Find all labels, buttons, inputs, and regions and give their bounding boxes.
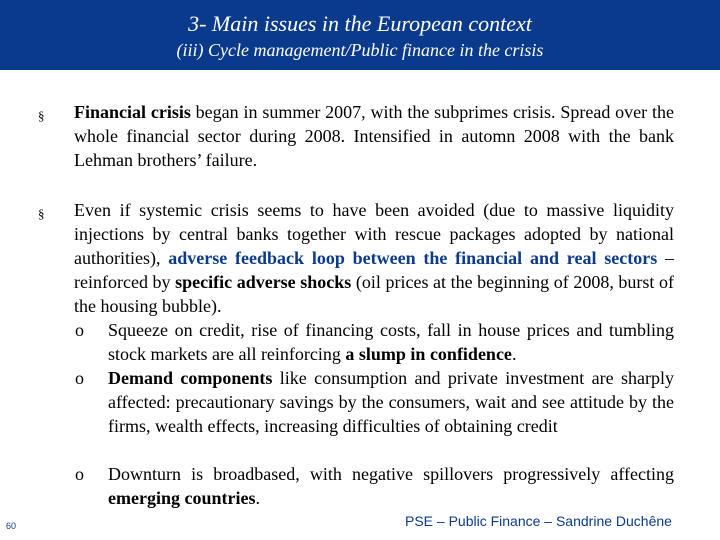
bullet-systemic-crisis [74,198,674,318]
sub-item-downturn [108,462,674,510]
highlight-term: adverse feedback loop between the financial and real sectors [168,248,658,268]
bold-term: a slump in confidence [345,344,512,364]
slide-title: 3- Main issues in the European context [188,11,532,36]
bold-term: Demand components [108,368,273,388]
bullet-text: (oil prices at the beginning of 2008, burst of the housing bubble). [74,272,675,316]
sub-text: Squeeze on credit, rise of financing costs, fall in house prices and tumbling stock markets are all reinforcing [108,320,674,364]
sub-bullet-marker: o [75,368,84,388]
sub-text: Downturn is broadbased, with negative spillovers progressively affecting [108,464,674,484]
sub-bullet-marker: o [75,320,84,340]
bold-term: emerging countries [108,488,256,508]
sub-text: like consumption and private investment are sharply affected: precautionary savings by the consumers, wait and see attitude by the firms, wealth effects, increasing difficulties of obtaining credit [108,368,675,436]
bullet-financial-crisis [74,100,674,172]
bullet-marker: § [38,206,45,221]
footer-text: PSE – Public Finance – Sandrine Duchêne [405,513,672,529]
bullet-marker: § [38,108,45,123]
sub-bullet-marker: o [75,464,84,484]
bullet-text: began in summer 2007, with the subprimes crisis. Spread over the whole financial sector during 2008. Intensified in automn 2008 with the bank Lehman brothers’ failure. [74,102,674,170]
bold-term: specific adverse shocks [175,272,352,292]
sub-text: . [255,488,260,508]
bullet-text: – reinforced by [74,248,674,292]
bold-term: Financial crisis [74,102,191,122]
sub-item-credit [108,318,674,366]
slide-subtitle: (iii) Cycle management/Public finance in the crisis [176,40,544,60]
page-number: 60 [6,521,17,531]
bullet-text: Even if systemic crisis seems to have been avoided (due to massive liquidity injections by central banks together with rescue packages adopted by national authorities), [74,200,674,268]
sub-item-demand [108,366,674,438]
sub-text: . [511,344,517,364]
